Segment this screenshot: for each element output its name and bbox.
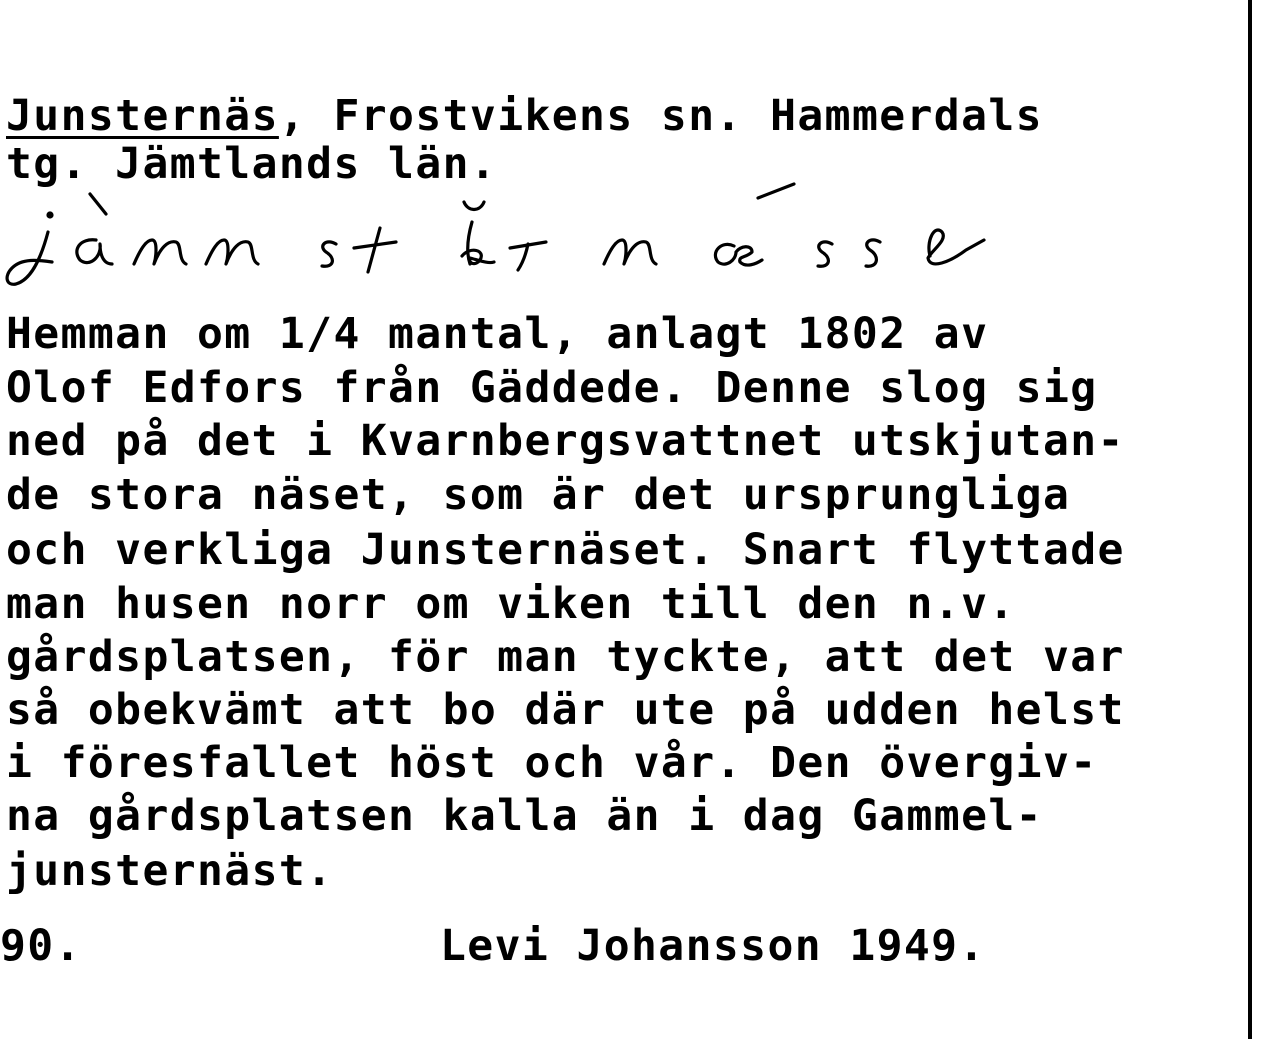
body-line: så obekvämt att bo där ute på udden helst [6, 685, 1125, 735]
heading-rest: , Frostvikens sn. Hammerdals [278, 91, 1043, 141]
phonetic-transcription [0, 180, 1000, 290]
heading-line-2: tg. Jämtlands län. [6, 139, 498, 189]
body-line: de stora näset, som är det ursprungliga [6, 470, 1071, 520]
body-line: Hemman om 1/4 mantal, anlagt 1802 av [6, 309, 989, 359]
card-number: 90. [0, 921, 82, 971]
body-line: i föresfallet höst och vår. Den övergiv- [6, 738, 1098, 788]
body-line: ned på det i Kvarnbergsvattnet utskjutan- [6, 416, 1125, 466]
body-line: och verkliga Junsternäset. Snart flyttade [6, 525, 1125, 575]
body-line: man husen norr om viken till den n.v. [6, 579, 1016, 629]
author-and-year: Levi Johansson 1949. [440, 921, 986, 971]
place-name: Junsternäs [6, 91, 279, 141]
card-edge-line [1248, 0, 1252, 1039]
body-line: na gårdsplatsen kalla än i dag Gammel- [6, 791, 1043, 841]
body-line: gårdsplatsen, för man tyckte, att det var [6, 632, 1125, 682]
heading-line-1 [6, 90, 1043, 142]
body-line: junsternäst. [6, 846, 334, 896]
phonetic-text: jånnstårnæsse [0, 288, 6, 289]
body-line: Olof Edfors från Gäddede. Denne slog sig [6, 363, 1098, 413]
